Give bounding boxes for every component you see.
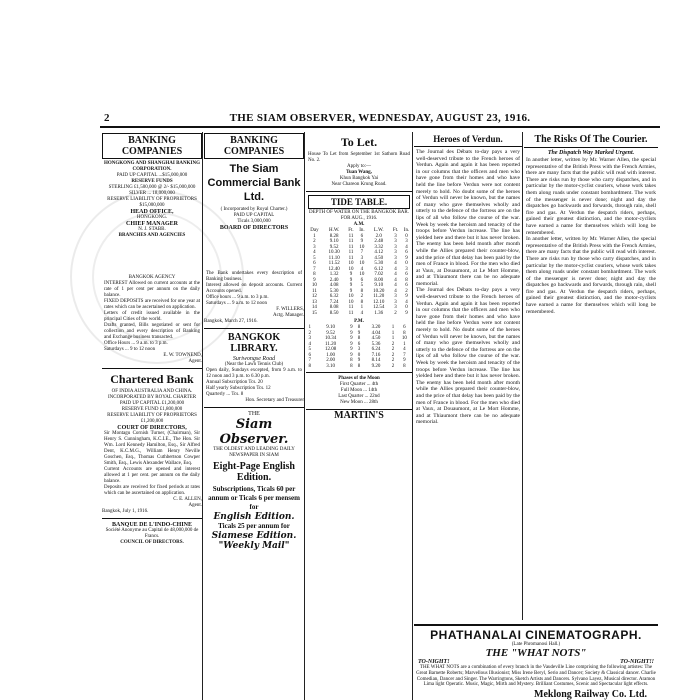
tide-cell: 6 [405, 272, 408, 277]
divider [306, 191, 412, 192]
to-let-text: House To Let from September 1st Sathorn Road No. 2. [308, 152, 410, 163]
divider [102, 518, 202, 519]
tide-cell: 4.04 [371, 330, 381, 336]
tide-cell: 14 [311, 305, 317, 310]
tide-cell: 9.52 [329, 244, 339, 250]
tide-cell: 3 [357, 347, 361, 352]
tide-col-ft2: Ft. [392, 228, 399, 233]
tonight-left: TO-NIGHT! [418, 659, 450, 665]
tide-cell: 2 [394, 310, 397, 316]
tide-cell: 9.10 [326, 325, 335, 330]
to-let-name: Tuan Wang, [346, 170, 372, 175]
tide-month: FOR AUG., 1916. [340, 216, 378, 221]
tonight-right: TO-NIGHT!! [620, 659, 654, 665]
tide-cell: 4 [394, 272, 397, 277]
head-office: HEAD OFFICE, [130, 209, 174, 215]
court-heading: COURT OF DIRECTORS, [117, 425, 187, 431]
weekly-mail: "Weekly Mail" [218, 541, 290, 551]
tide-cell: 3 [394, 294, 397, 299]
tide-cell: 2 [308, 330, 312, 336]
courier-heading: The Risks Of The Courier. [524, 134, 658, 148]
library-near: (Near the Lawn Tennis Club) [224, 362, 284, 367]
reserve-sterling: STERLING £1,500,000 @ 2/- $15,000,000 [108, 185, 196, 190]
tide-cell: 6 [403, 325, 406, 330]
tide-cell: 3.10 [326, 363, 335, 369]
tide-cell: 9.20 [371, 363, 381, 369]
siam-bank-name: The Siam Commercial Bank Ltd. [207, 163, 301, 203]
tide-cell: 2.48 [374, 239, 384, 244]
tide-col-ft: Ft. [348, 228, 354, 233]
tide-cell: 8 [350, 358, 353, 363]
tide-cell: 1.32 [329, 272, 339, 277]
tide-cell: 4 [394, 277, 397, 283]
tide-cell: 9 [350, 341, 353, 347]
tide-cell: 1.00 [326, 352, 335, 358]
phases-heading: Phases of the Moon [338, 376, 380, 381]
chartered-capital: PAID UP CAPITAL £1,200,000 [119, 401, 185, 406]
tide-cell: 10 [359, 244, 365, 250]
tide-cell: 7.24 [329, 299, 339, 305]
interest-text: Interest allowed on deposit accounts. Current Accounts opened. [206, 283, 302, 294]
tide-cell: 13 [311, 299, 317, 305]
tide-cell: 9 [313, 277, 316, 283]
tide-cell: 9 [350, 336, 353, 341]
tide-cell: 8.14 [371, 358, 381, 363]
tide-cell: 3 [360, 255, 364, 261]
tide-cell: 11 [348, 233, 354, 239]
column-tide [306, 132, 413, 700]
library-subscription: Annual Subscription Tcs. 20 [206, 380, 263, 385]
library-road: Suriwongse Road [232, 356, 276, 362]
tide-cell: 8 [403, 330, 406, 336]
tide-cell: 9 [350, 325, 353, 330]
tide-cell: 1 [391, 330, 395, 336]
court-text: Sir Montagu Cornish Turner, (Chairman), Sir Henry S. Cunningham, K.C.I.E., The Hon. Sir Wm. Lord Kennedy Hamilton, Esq., Sir Alfred Dent, K.C.M.G., William Henry Neville Goschen, Esq., Thomas Cuthbertson Cowper Smith, Esq., Lewis Alexander Wallace, Esq. [104, 431, 200, 466]
saturdays: Saturdays ... 9 to 12 noon [104, 347, 156, 352]
bangkok-agency: BANGKOK AGENCY [128, 275, 176, 280]
tide-cell: 12.40 [328, 266, 340, 272]
tide-cell: 10 [348, 299, 354, 305]
tide-cell: 11 [348, 310, 354, 316]
page-number: 2 [104, 112, 110, 124]
tide-cell: 3 [405, 239, 408, 244]
hsbc-capital: PAID UP CAPITAL ...$15,000,000 [116, 173, 188, 178]
tide-cell: 8 [357, 336, 361, 341]
column-verdun [414, 132, 523, 620]
tide-cell: 6.12 [374, 266, 384, 272]
indochine-sub: Société Anonyme au Capital de 48,000,000 de Francs. [105, 528, 199, 539]
ticals-capital: Ticals 3,000,000 [237, 219, 271, 224]
tide-cell: 9 [349, 288, 353, 294]
tide-cell: 8 [357, 363, 361, 369]
tide-pm: P.M. [354, 319, 364, 324]
phase-row: New Moon ... 28th [340, 400, 378, 405]
tide-cell: 6.32 [329, 294, 339, 299]
current-text: Current Accounts are opened and interest allowed at 1 per cent. per annum on the daily balance. [104, 467, 200, 484]
tide-cell: 2.00 [326, 358, 335, 363]
tide-cell: 3 [394, 233, 397, 239]
chief-manager: CHIEF MANAGER [126, 221, 178, 227]
cinematograph-ad [414, 624, 658, 700]
tide-cell: 4 [394, 288, 397, 294]
head-office-city: HONGKONG. [136, 215, 168, 220]
verdun-text: The Journal des Débats to-day pays a very well-deserved tribute to the French heroes of Verdun. Again and again it has been reported in our columns that the officers and men who have gone from their homes and who have held the line before Verdun were not content merely to hold. No doubt some of the heroes of Verdun will never be known, but the names of many who gave themselves wholly and utterly to the defence of the fortress are on the lips of all who follow the course of the war. Week by week the heroism and tenacity of the troops before Verdun increase. The line has yielded here and there but it has never broken. The enemy has been held month after month while the Allies prepared their counter-blow, and the price of that delay has been paid by the men of France in blood. For the men who died at Vaux, at Douaumont, at Le Mort Homme, and at Thiaumont there can be no adequate memorial. [416, 149, 520, 287]
tide-cell: 9 [360, 239, 364, 244]
masthead-title: THE SIAM OBSERVER, WEDNESDAY, AUGUST 23, 1916. [229, 112, 531, 124]
tide-cell: 6 [405, 283, 408, 288]
tide-cell: 11.20 [373, 294, 385, 299]
tide-cell: 0 [405, 305, 408, 310]
cinema-sub: (Late Phromanosi Hall.) [511, 642, 561, 647]
phase-row: First Quarter ... 4th [339, 382, 379, 387]
reserve-heading: RESERVE FUNDS [131, 179, 173, 184]
observer-name: Siam Observer. [219, 417, 289, 447]
tide-cell: 15 [311, 310, 317, 316]
tide-cell: 1 [403, 341, 406, 347]
tide-cell: 6.24 [371, 347, 381, 352]
tide-cell: 8 [403, 363, 406, 369]
library-text: Open daily, Sundays excepted, from 9 a.m. to 12 noon and 3 p.m. to 6.30 p.m. [206, 368, 302, 379]
banking-heading: BANKING COMPANIES [102, 133, 202, 159]
tide-cell: 8 [357, 325, 361, 330]
tide-cell: 9 [349, 283, 353, 288]
tide-cell: 8.50 [329, 310, 339, 316]
tide-cell: 1 [391, 336, 395, 341]
to-let-address-2: Near Chareon Krung Road. [331, 182, 387, 187]
agency-text: INTEREST Allowed on current accounts at the rate of 1 per cent per annum on the daily balance. [104, 281, 200, 298]
tide-cell: 2.0 [375, 233, 382, 239]
tide-cell: 9 [357, 330, 361, 336]
tide-cell: 10 [359, 272, 365, 277]
tide-table-am [306, 228, 412, 316]
branches-list [102, 239, 202, 275]
incorporated: INCORPORATED BY ROYAL CHARTER [107, 395, 197, 400]
tide-cell: 8.00 [374, 277, 384, 283]
library-quarterly: Quarterly ... Tcs. 8 [206, 392, 244, 397]
tide-cell: 12.54 [373, 305, 385, 310]
agent-title: Agent. [188, 359, 202, 364]
tide-cell: 2 [313, 239, 316, 244]
tide-cell: 4.12 [374, 250, 384, 255]
divider [204, 328, 304, 329]
fixed-deposits-text: FIXED DEPOSITS are received for one year at rates which can be ascertained on application. [104, 299, 200, 310]
masthead [100, 112, 660, 128]
tide-cell: 4 [360, 266, 364, 272]
tide-col-hw: H.W. [328, 228, 340, 233]
tide-cell: 4.50 [374, 255, 384, 261]
tide-col-in2: In. [403, 228, 410, 233]
tide-cell: 6 [313, 261, 316, 266]
tide-sub: DEPTH OF WATER ON THE BANGKOK BAR. [309, 210, 409, 215]
divider [306, 372, 412, 373]
tide-cell: 1 [313, 233, 316, 239]
subscriptions-text: Subscriptions, Ticals 60 per annum or Ticals 6 per mensem for [208, 485, 300, 511]
newspaper-page [100, 112, 660, 700]
tide-cell: 4 [394, 266, 397, 272]
tide-cell: 11.10 [328, 255, 340, 261]
tide-cell: 1.36 [374, 310, 384, 316]
tide-cell: 3.20 [371, 325, 381, 330]
tide-cell: 7 [308, 358, 312, 363]
tide-cell: 5.30 [329, 288, 339, 294]
tide-cell: 4 [405, 299, 408, 305]
tide-cell: 4 [313, 250, 316, 255]
cinema-heading: PHATHANALAI CINEMATOGRAPH. [430, 628, 642, 642]
tide-cell: 2 [391, 352, 395, 358]
tide-cell: 4 [394, 283, 397, 288]
tide-cell: 0 [357, 352, 361, 358]
library-heading: BANGKOK LIBRARY. [227, 332, 281, 354]
tide-cell: 8.28 [329, 233, 339, 239]
tide-cell: 2 [360, 294, 364, 299]
tide-cell: 4 [405, 244, 408, 250]
divider [204, 407, 304, 408]
column-banking-1 [102, 132, 203, 700]
library-secretary: Hon. Secretary and Treasurer [245, 398, 304, 403]
tide-cell: 7 [360, 250, 364, 255]
tide-cell: 11 [312, 288, 317, 294]
tide-cell: 10 [348, 294, 354, 299]
tide-cell: 12.10 [373, 299, 385, 305]
tide-cell: 2.40 [329, 277, 339, 283]
tide-cell: 1 [391, 325, 395, 330]
tide-cell: 11.52 [328, 261, 340, 266]
tide-cell: 9 [349, 272, 353, 277]
office-hours: Office Hours ... 9 a.m. to 3 p.m. [104, 341, 168, 346]
tide-cell: 4.50 [371, 336, 381, 341]
agent-name: E. W. TOWNEND, [163, 353, 202, 358]
drafts-text: Drafts granted, Bills negotiated or sent for collection and every description of Banking and Exchange business transacted. [104, 323, 200, 340]
observer-the: THE [248, 411, 260, 417]
tide-cell: 7.16 [371, 352, 381, 358]
tide-cell: 6 [357, 341, 361, 347]
tide-cell: 3 [394, 239, 397, 244]
tide-am: A.M. [353, 222, 365, 227]
tide-cell: 0 [405, 233, 408, 239]
tide-cell: 5 [313, 255, 316, 261]
tide-cell: 7 [313, 266, 316, 272]
tide-cell: 7 [403, 352, 406, 358]
tide-cell: 9.52 [326, 330, 335, 336]
to-let-address: Khun Bangkok Yai [339, 176, 379, 181]
reserve-silver: SILVER ... 18,000,000 [129, 191, 175, 196]
tide-cell: 9 [405, 310, 408, 316]
tide-cell: 9.10 [374, 283, 384, 288]
ad-top-rule [414, 624, 658, 626]
railway-heading: Meklong Railway Co. Ltd. [534, 689, 648, 700]
to-let-apply: Apply to:— [346, 164, 372, 169]
siamese-price: Ticals 25 per annum for [218, 522, 290, 530]
verdun-text-cont: The Journal des Débats to-day pays a very well-deserved tribute to the French heroes of Verdun. Again and again it has been reported in our columns that the officers and men who have gone from their homes and who have held the line before Verdun were not content merely to hold. No doubt some of the heroes of Verdun will never be known, but the names of many who gave themselves wholly and utterly to the defence of the fortress are on the lips of all who follow the course of the war. Week by week the heroism and tenacity of the troops before Verdun increase. The line has yielded here and there but it has never broken. The enemy has been held month after month while the Allies prepared their counter-blow, and the price of that delay has been paid by the men of France in blood. For the men who died at Vaux, at Douaumont, at Le Mort Homme, and at Thiaumont there can be no adequate memorial. [416, 287, 520, 426]
business-text: The Bank undertakes every description of Banking business. [206, 271, 302, 282]
tide-cell: 3 [394, 244, 397, 250]
siam-bank-incorporated: ( Incorporated by Royal Charter.) [220, 207, 288, 212]
tide-cell: 10 [348, 266, 354, 272]
column-banking-2 [204, 132, 305, 700]
verdun-heading: Heroes of Verdun. [414, 134, 522, 147]
tide-row [306, 311, 412, 317]
courier-subheading: The Dispatch Way Marked Urgent. [547, 150, 635, 156]
chartered-date: Bangkok, July 1, 1916. [102, 509, 149, 514]
tide-cell: 10 [311, 283, 317, 288]
tide-cell: 4 [360, 310, 364, 316]
tide-cell: 2 [391, 347, 395, 352]
tide-cell: 9 [405, 255, 408, 261]
tide-cell: 3 [394, 299, 397, 305]
tide-cell: 10 [359, 261, 365, 266]
tide-cell: 5.36 [371, 341, 381, 347]
tide-cell: 11.20 [325, 341, 337, 347]
tide-cell: 11 [348, 250, 354, 255]
tide-cell: 10.34 [324, 336, 337, 341]
tide-cell: 9 [405, 294, 408, 299]
divider [102, 368, 202, 369]
library-half-yearly: Half yearly Subscription Tcs. 12 [206, 386, 271, 391]
tide-cell: 9 [349, 277, 353, 283]
chartered-agent-title: Agent. [188, 503, 202, 508]
tide-cell: 5 [360, 283, 364, 288]
tide-cell: 4.08 [329, 283, 339, 288]
tide-cell: 2 [391, 358, 395, 363]
tide-cell: 11 [348, 244, 354, 250]
chartered-proprietors: RESERVE LIABILITY OF PROPRIETORS £1,200,000 [107, 413, 197, 424]
board-heading: BOARD OF DIRECTORS [219, 225, 289, 231]
tide-cell: 9 [350, 347, 353, 352]
tide-cell: 2 [405, 288, 408, 294]
tide-cell: 9 [350, 352, 353, 358]
tide-cell: 5.30 [374, 261, 384, 266]
tide-cell: 4 [394, 261, 397, 266]
tide-table-pm [306, 325, 412, 369]
banking-heading-2: BANKING COMPANIES [204, 133, 304, 159]
tide-cell: 11 [348, 305, 354, 310]
tide-cell: 8 [350, 363, 353, 369]
tide-cell: 3 [394, 250, 397, 255]
manager-name: N. J. STABB. [138, 227, 166, 232]
tide-cell: 10.30 [328, 250, 340, 255]
tide-cell: 11 [348, 239, 354, 244]
tide-cell: 3 [394, 255, 397, 261]
branches-heading: BRANCHES AND AGENCIES [118, 233, 186, 238]
chartered-agent: C. E. ALLEN, [173, 497, 202, 502]
phase-row: Full Moon ... 14th [340, 388, 378, 393]
tide-col-lw: L.W. [373, 228, 384, 233]
phase-row: Last Quarter ... 22nd [338, 394, 380, 399]
tide-cell: 10.20 [373, 288, 385, 294]
tide-cell: 6 [360, 277, 364, 283]
tide-cell: 3 [405, 266, 408, 272]
tide-cell: 8 [360, 288, 364, 294]
tide-cell: 4 [308, 341, 312, 347]
tide-cell: 9.10 [329, 239, 339, 244]
chartered-reserve: RESERVE FUND £1,800,000 [121, 407, 183, 412]
tide-cell: 10 [348, 261, 354, 266]
tide-cell: 2 [391, 363, 395, 369]
tide-row [306, 364, 412, 370]
board-list [204, 231, 304, 271]
tide-cell: 8.08 [329, 305, 339, 310]
to-let-heading: To Let. [340, 135, 378, 149]
cinema-lines: THE WHAT NOTS are a combination of every branch in the Vaudeville Line comprising the following artistes: The Great Barnette Roberts; Marvellous Illusionist; Miss Irene Beryl, Serio and Dancer; Society & Classical dancer. Charlie Comedian, Dancer and Singer. The Warringtons, Sketch Artists and Dancers. Sylvano Layez, Musical director. Aramon Lima light Operatic. Music, Magic, Mirth and Mystery. Brilliant Costumes, Scenic and Spectacular light effects. [416, 665, 656, 688]
siamese-edition: Siamese Edition. [211, 531, 297, 541]
tide-cell: 9 [350, 330, 353, 336]
tide-cell: 6 [405, 250, 408, 255]
tide-col-day: Day [310, 228, 319, 233]
bank-saturdays: Saturdays ... 9 a.m. to 12 noon [206, 301, 267, 306]
tide-cell: 9 [403, 358, 406, 363]
bank-office-hours: Office hours ... 9 a.m. to 3 p.m. [206, 295, 269, 300]
tide-cell: 3 [394, 305, 397, 310]
tide-cell: 0 [405, 261, 408, 266]
tide-cell: 10 [401, 336, 407, 341]
courier-text: In another letter, written by Mr. Warner Allen, the special representative of the British Press with the French Armies, there are many facts that the public will read with interest. There are risks run by those who carry dispatches, and in particular by the motor-cyclist couriers, whose work takes them along roads under constant bombardment. The work of the messenger is never done; night and day the dispatches go backwards and forwards, through rain, shell fire and gas. At Verdun the despatch riders, perhaps, gained their greatest distinction, and the motor-cyclists have earned a name for themselves which will long be remembered. [526, 157, 656, 236]
reserve-liability: RESERVE LIABILITY OF PROPRIETORS $15,000,000 [107, 197, 197, 208]
indochine-heading: BANQUE DE L'INDO-CHINE [111, 522, 192, 528]
credit-text: Letters of credit issued available in the principal Cities of the world. [104, 311, 200, 322]
deposits-text: Deposits are received for fixed periods at rates which can be ascertained on application. [104, 485, 200, 496]
bank-manager-title: Actg. Manager. [273, 313, 304, 318]
tide-cell: 8 [308, 363, 312, 369]
tide-cell: 6 [360, 233, 364, 239]
english-edition: English Edition. [213, 512, 295, 522]
tide-cell: 12.08 [324, 347, 337, 352]
tide-cell: 3 [308, 336, 312, 341]
courier-text-cont: In another letter, written by Mr. Warner Allen, the special representative of the British Press with the French Armies, there are many facts that the public will read with interest. There are risks run by those who carry dispatches, and in particular by the motor-cyclist couriers, whose work takes them along roads under constant bombardment. The work of the messenger is never done; night and day the dispatches go backwards and forwards, through rain, shell fire and gas. At Verdun the despatch riders, perhaps, gained their greatest distinction, and the motor-cyclists have earned a name for themselves which will long be remembered. [526, 236, 656, 315]
chartered-sub: OF INDIA AUSTRALIA AND CHINA. [111, 389, 193, 394]
bank-date: Bangkok, March 27, 1916. [204, 319, 258, 324]
tide-cell: 11 [348, 255, 354, 261]
what-nots-heading: THE "WHAT NOTS" [485, 647, 587, 659]
paid-up-label: PAID UP CAPITAL [233, 213, 275, 218]
tide-cell: 8 [360, 299, 364, 305]
chartered-heading: Chartered Bank [110, 372, 194, 386]
tide-cell: 6 [308, 352, 312, 358]
hsbc-name: HONGKONG AND SHANGHAI BANKING CORPORATION. [104, 161, 200, 172]
tide-col-in: In. [359, 228, 365, 233]
tide-heading: TIDE TABLE. [308, 195, 410, 209]
tide-cell: 7.02 [374, 272, 384, 277]
tide-cell: 1 [360, 305, 364, 310]
observer-edition: Eight-Page English Edition. [213, 461, 295, 483]
tide-cell: 1 [308, 325, 312, 330]
tide-cell: 9 [357, 358, 361, 363]
bank-manager: F. WILLERS, [276, 307, 304, 312]
observer-sub: THE OLDEST AND LEADING DAILY NEWSPAPER IN SIAM [213, 447, 295, 458]
martins-heading: MARTIN'S [306, 409, 412, 421]
indochine-council: COUNCIL OF DIRECTORS. [120, 540, 184, 545]
column-courier [524, 132, 658, 620]
tide-cell: 8 [313, 272, 316, 277]
tide-cell: 3 [313, 244, 316, 250]
tide-cell: 12 [311, 294, 317, 299]
tide-cell: 5 [308, 347, 312, 352]
tide-cell: 8 [405, 277, 408, 283]
tide-cell: 3.32 [374, 244, 384, 250]
tide-cell: 4 [403, 347, 406, 352]
tide-cell: 2 [391, 341, 395, 347]
